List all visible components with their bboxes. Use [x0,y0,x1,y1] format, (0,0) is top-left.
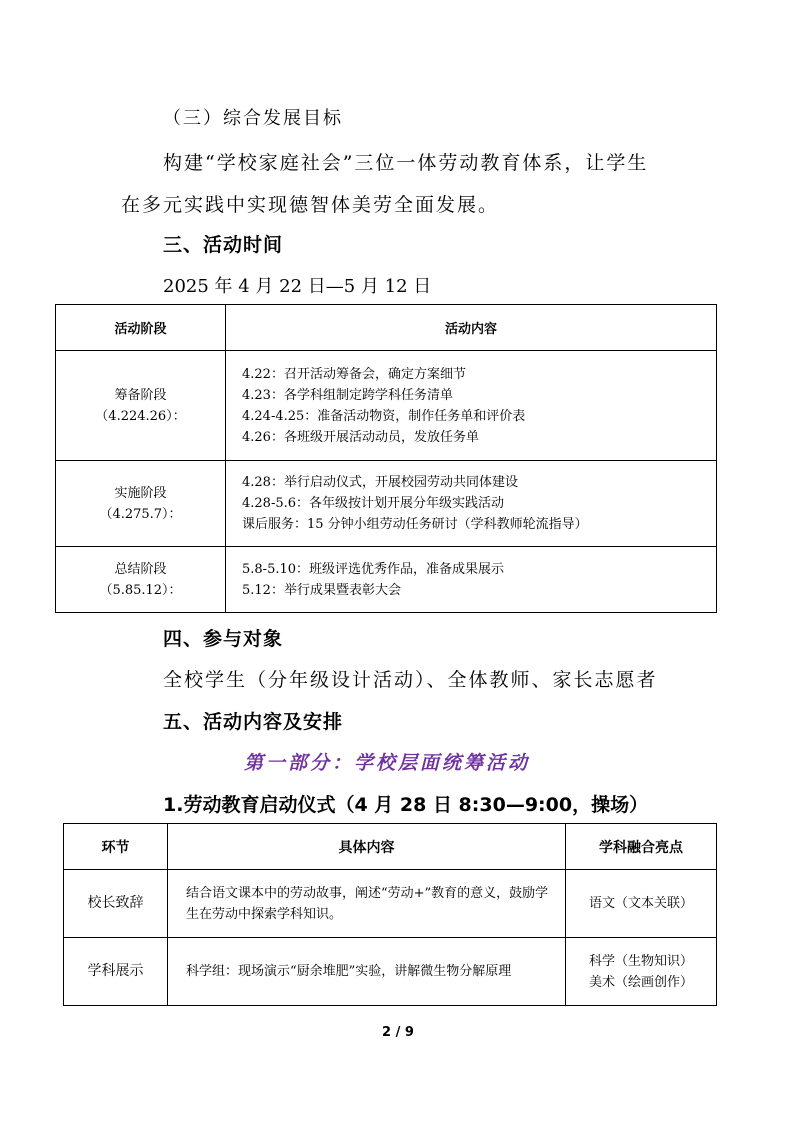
goal-heading: （三）综合发展目标 [163,108,343,129]
stage-name: 总结阶段 [114,561,167,577]
part-one-title: 第一部分：学校层面统筹活动 [244,752,531,774]
schedule-header-stage: 活动阶段 [56,305,226,351]
stage-range: （5.85.12）： [99,582,182,598]
subject-tag: 语文（文本关联） [588,896,693,911]
ceremony-header-link: 环节 [64,824,168,870]
schedule-row [56,461,717,547]
stage-range: （4.275.7）： [99,506,182,522]
participants-text: 全校学生（分年级设计活动）、全体教师、家长志愿者 [163,669,658,691]
schedule-table [55,304,717,613]
ceremony-row [64,870,717,938]
stage-item: 4.28：举行启动仪式，开展校园劳动共同体建设 [242,475,518,490]
ceremony-table [63,823,717,1006]
section5-heading: 五、活动内容及安排 [163,711,344,733]
stage-item: 5.12：举行成果暨表彰大会 [242,582,401,598]
stage-item: 4.24-4.25：准备活动物资，制作任务单和评价表 [242,408,526,424]
schedule-row [56,351,717,461]
stage-content-cell [226,461,717,547]
ceremony-link-cell: 学科展示 [64,938,168,1006]
stage-item: 4.28-5.6：各年级按计划开展分年级实践活动 [242,496,505,511]
stage-item: 4.23：各学科组制定跨学科任务清单 [242,387,453,403]
subject-tag: 科学（生物知识） [588,953,693,969]
ceremony-desc-cell: 科学组：现场演示“厨余堆肥”实验，讲解微生物分解原理 [168,938,566,1006]
stage-range: （4.224.26）： [95,408,186,424]
ceremony-header-row [64,824,717,870]
section3-heading: 三、活动时间 [163,234,284,256]
stage-item: 5.8-5.10：班级评选优秀作品，准备成果展示 [242,561,505,577]
stage-content-cell [226,351,717,461]
goal-line-2: 在多元实践中实现德智体美劳全面发展。 [121,194,500,216]
stage-content-cell [226,547,717,613]
ceremony-row [64,938,717,1006]
schedule-header-content: 活动内容 [226,305,717,351]
stage-item: 4.22：召开活动筹备会，确定方案细节 [242,366,466,382]
schedule-row [56,547,717,613]
schedule-header-row [56,305,717,351]
stage-name: 实施阶段 [114,485,167,501]
page-number: 2 / 9 [382,1025,414,1040]
section4-heading: 四、参与对象 [163,628,284,650]
ceremony-subject-cell [566,938,717,1006]
ceremony-desc-cell: 结合语文课本中的劳动故事，阐述“劳动+”教育的意义，鼓励学生在劳动中探索学科知识。 [168,870,566,938]
stage-item: 4.26：各班级开展活动动员，发放任务单 [242,429,479,445]
ceremony-header-subject: 学科融合亮点 [566,824,717,870]
ceremony-subject-cell [566,870,717,938]
stage-name: 筹备阶段 [114,387,167,403]
ceremony-link-cell: 校长致辞 [64,870,168,938]
subject-tag: 美术（绘画创作） [588,974,693,990]
stage-cell [56,461,226,547]
stage-cell [56,351,226,461]
activity-date: 2025 年 4 月 22 日—5 月 12 日 [163,276,432,297]
stage-item: 课后服务：15 分钟小组劳动任务研讨（学科教师轮流指导） [242,517,588,532]
stage-cell [56,547,226,613]
ceremony-title: 1.劳动教育启动仪式（4 月 28 日 8:30—9:00，操场） [163,794,649,816]
ceremony-header-content: 具体内容 [168,824,566,870]
goal-line-1: 构建“学校家庭社会”三位一体劳动教育体系，让学生 [163,152,649,174]
